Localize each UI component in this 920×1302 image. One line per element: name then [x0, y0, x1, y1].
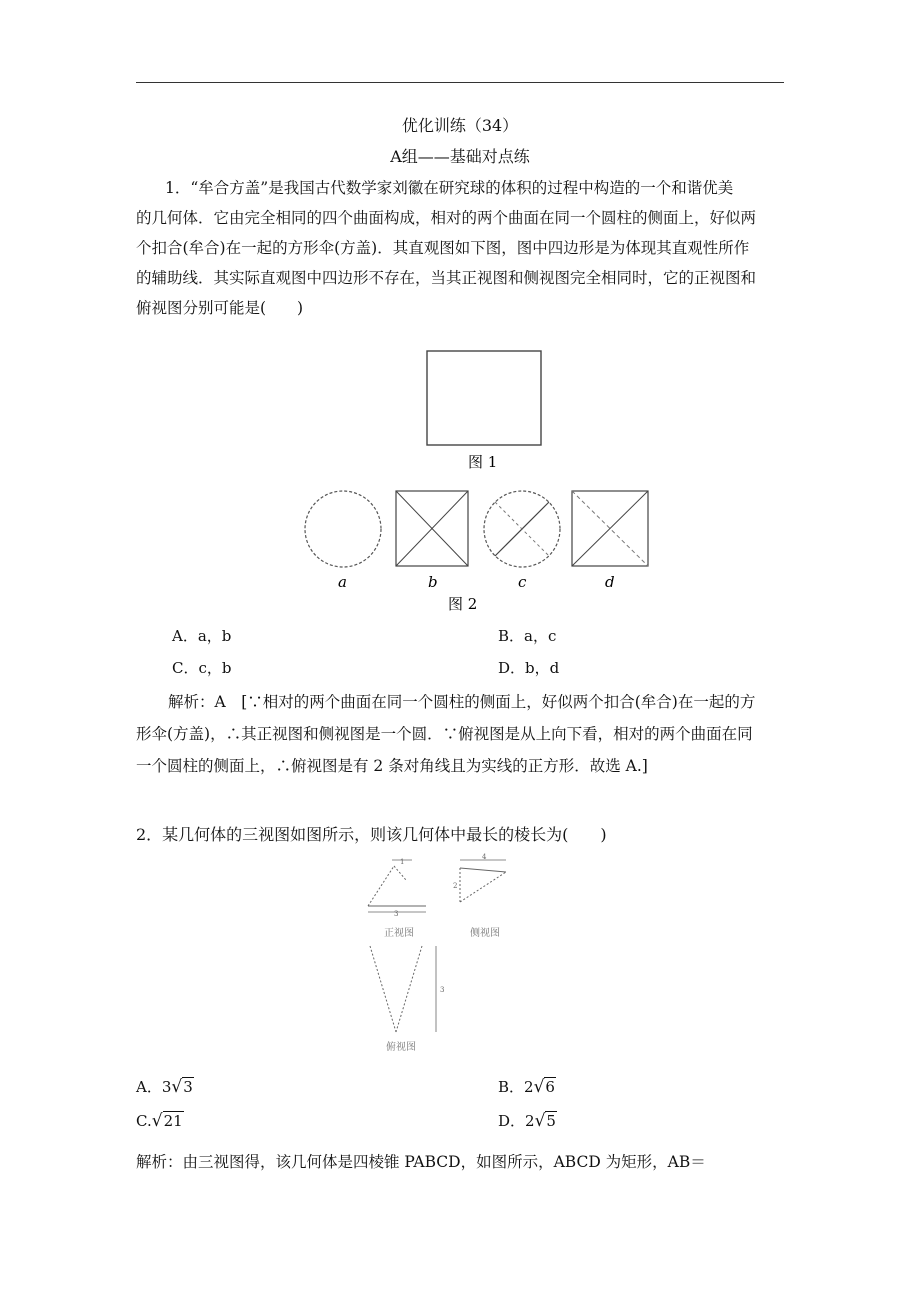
q1-stem-line4: 的辅助线．其实际直观图中四边形不存在，当其正视图和侧视图完全相同时，它的正视图和 [136, 269, 757, 287]
option-b-square-diagonals [396, 491, 468, 566]
figure-1-square [427, 351, 541, 445]
label-b: b [428, 573, 438, 591]
figure-1 [420, 345, 550, 475]
radical-icon: √ [151, 1111, 163, 1131]
q1-analysis-line1: 解析：A [∵相对的两个曲面在同一个圆柱的侧面上，好似两个扣合(牟合)在一起的方 [168, 693, 756, 711]
q2-option-a-radicand: 3 [183, 1078, 193, 1096]
q1-analysis-line3: 一个圆柱的侧面上，∴俯视图是有 2 条对角线且为实线的正方形．故选 A.] [136, 757, 648, 775]
label-c: c [518, 573, 527, 591]
q1-option-b: B．a，c [498, 627, 557, 645]
q2-option-d-prefix: D．2 [498, 1112, 535, 1130]
radical-icon: √ [533, 1077, 545, 1097]
front-view-label: 正视图 [384, 928, 414, 939]
q1-stem-line5: 俯视图分别可能是( ) [136, 299, 304, 317]
q2-option-c-prefix: C. [136, 1112, 152, 1130]
q1-option-d: D．b，d [498, 659, 560, 677]
figure-2 [300, 485, 660, 615]
option-c-circle-diagonals [484, 491, 560, 567]
radical-icon: √ [171, 1077, 183, 1097]
q2-analysis: 解析：由三视图得，该几何体是四棱锥 PABCD，如图所示，ABCD 为矩形，AB＝ [136, 1153, 706, 1171]
q1-option-c: C．c，b [172, 659, 232, 677]
top-view-label: 俯视图 [386, 1042, 416, 1053]
side-dim-left: 2 [453, 882, 458, 890]
q1-stem-line3: 个扣合(牟合)在一起的方形伞(方盖)．其直观图如下图，图中四边形是为体现其直观性所作 [136, 239, 750, 257]
figure-1-caption: 图 1 [468, 453, 498, 471]
q2-option-b-prefix: B．2 [498, 1078, 534, 1096]
q2-option-d-radicand: 5 [546, 1112, 556, 1130]
top-dim-right: 3 [440, 986, 445, 994]
front-dim-top: 1 [400, 858, 405, 866]
q2-option-b-radicand: 6 [545, 1078, 555, 1096]
front-dim-bottom: 3 [394, 910, 399, 918]
q2-stem: 2．某几何体的三视图如图所示，则该几何体中最长的棱长为( ) [136, 825, 607, 844]
page-title: 优化训练（34） [401, 116, 519, 135]
q1-option-a: A．a，b [172, 627, 232, 645]
side-view-label: 侧视图 [470, 928, 500, 939]
label-a: a [338, 573, 347, 591]
figure-2-caption: 图 2 [448, 595, 478, 613]
top-view [370, 946, 436, 1032]
label-d: d [605, 573, 615, 591]
section-title: A组——基础对点练 [390, 147, 530, 166]
radical-icon: √ [534, 1111, 546, 1131]
q2-option-c [136, 1109, 184, 1133]
q1-stem-line2: 的几何体．它由完全相同的四个曲面构成，相对的两个曲面在同一个圆柱的侧面上，好似两 [136, 209, 757, 227]
q1-analysis-line2: 形伞(方盖)，∴其正视图和侧视图是一个圆．∵俯视图是从上向下看，相对的两个曲面在同 [136, 725, 753, 743]
front-view [368, 860, 426, 912]
three-views-figure [358, 850, 548, 1056]
q1-stem-line1: 1．“牟合方盖”是我国古代数学家刘徽在研究球的体积的过程中构造的一个和谐优美 [165, 179, 734, 197]
side-dim-top: 4 [482, 853, 487, 861]
header-rule [136, 82, 784, 83]
q2-option-c-radicand: 21 [163, 1112, 183, 1130]
option-d-square-diagonals [572, 491, 648, 566]
option-a-circle [305, 491, 381, 567]
q2-option-b [498, 1075, 556, 1099]
q2-option-a [136, 1075, 194, 1099]
q2-option-a-prefix: A．3 [136, 1078, 172, 1096]
side-view [460, 860, 506, 902]
q2-option-d [498, 1109, 557, 1133]
